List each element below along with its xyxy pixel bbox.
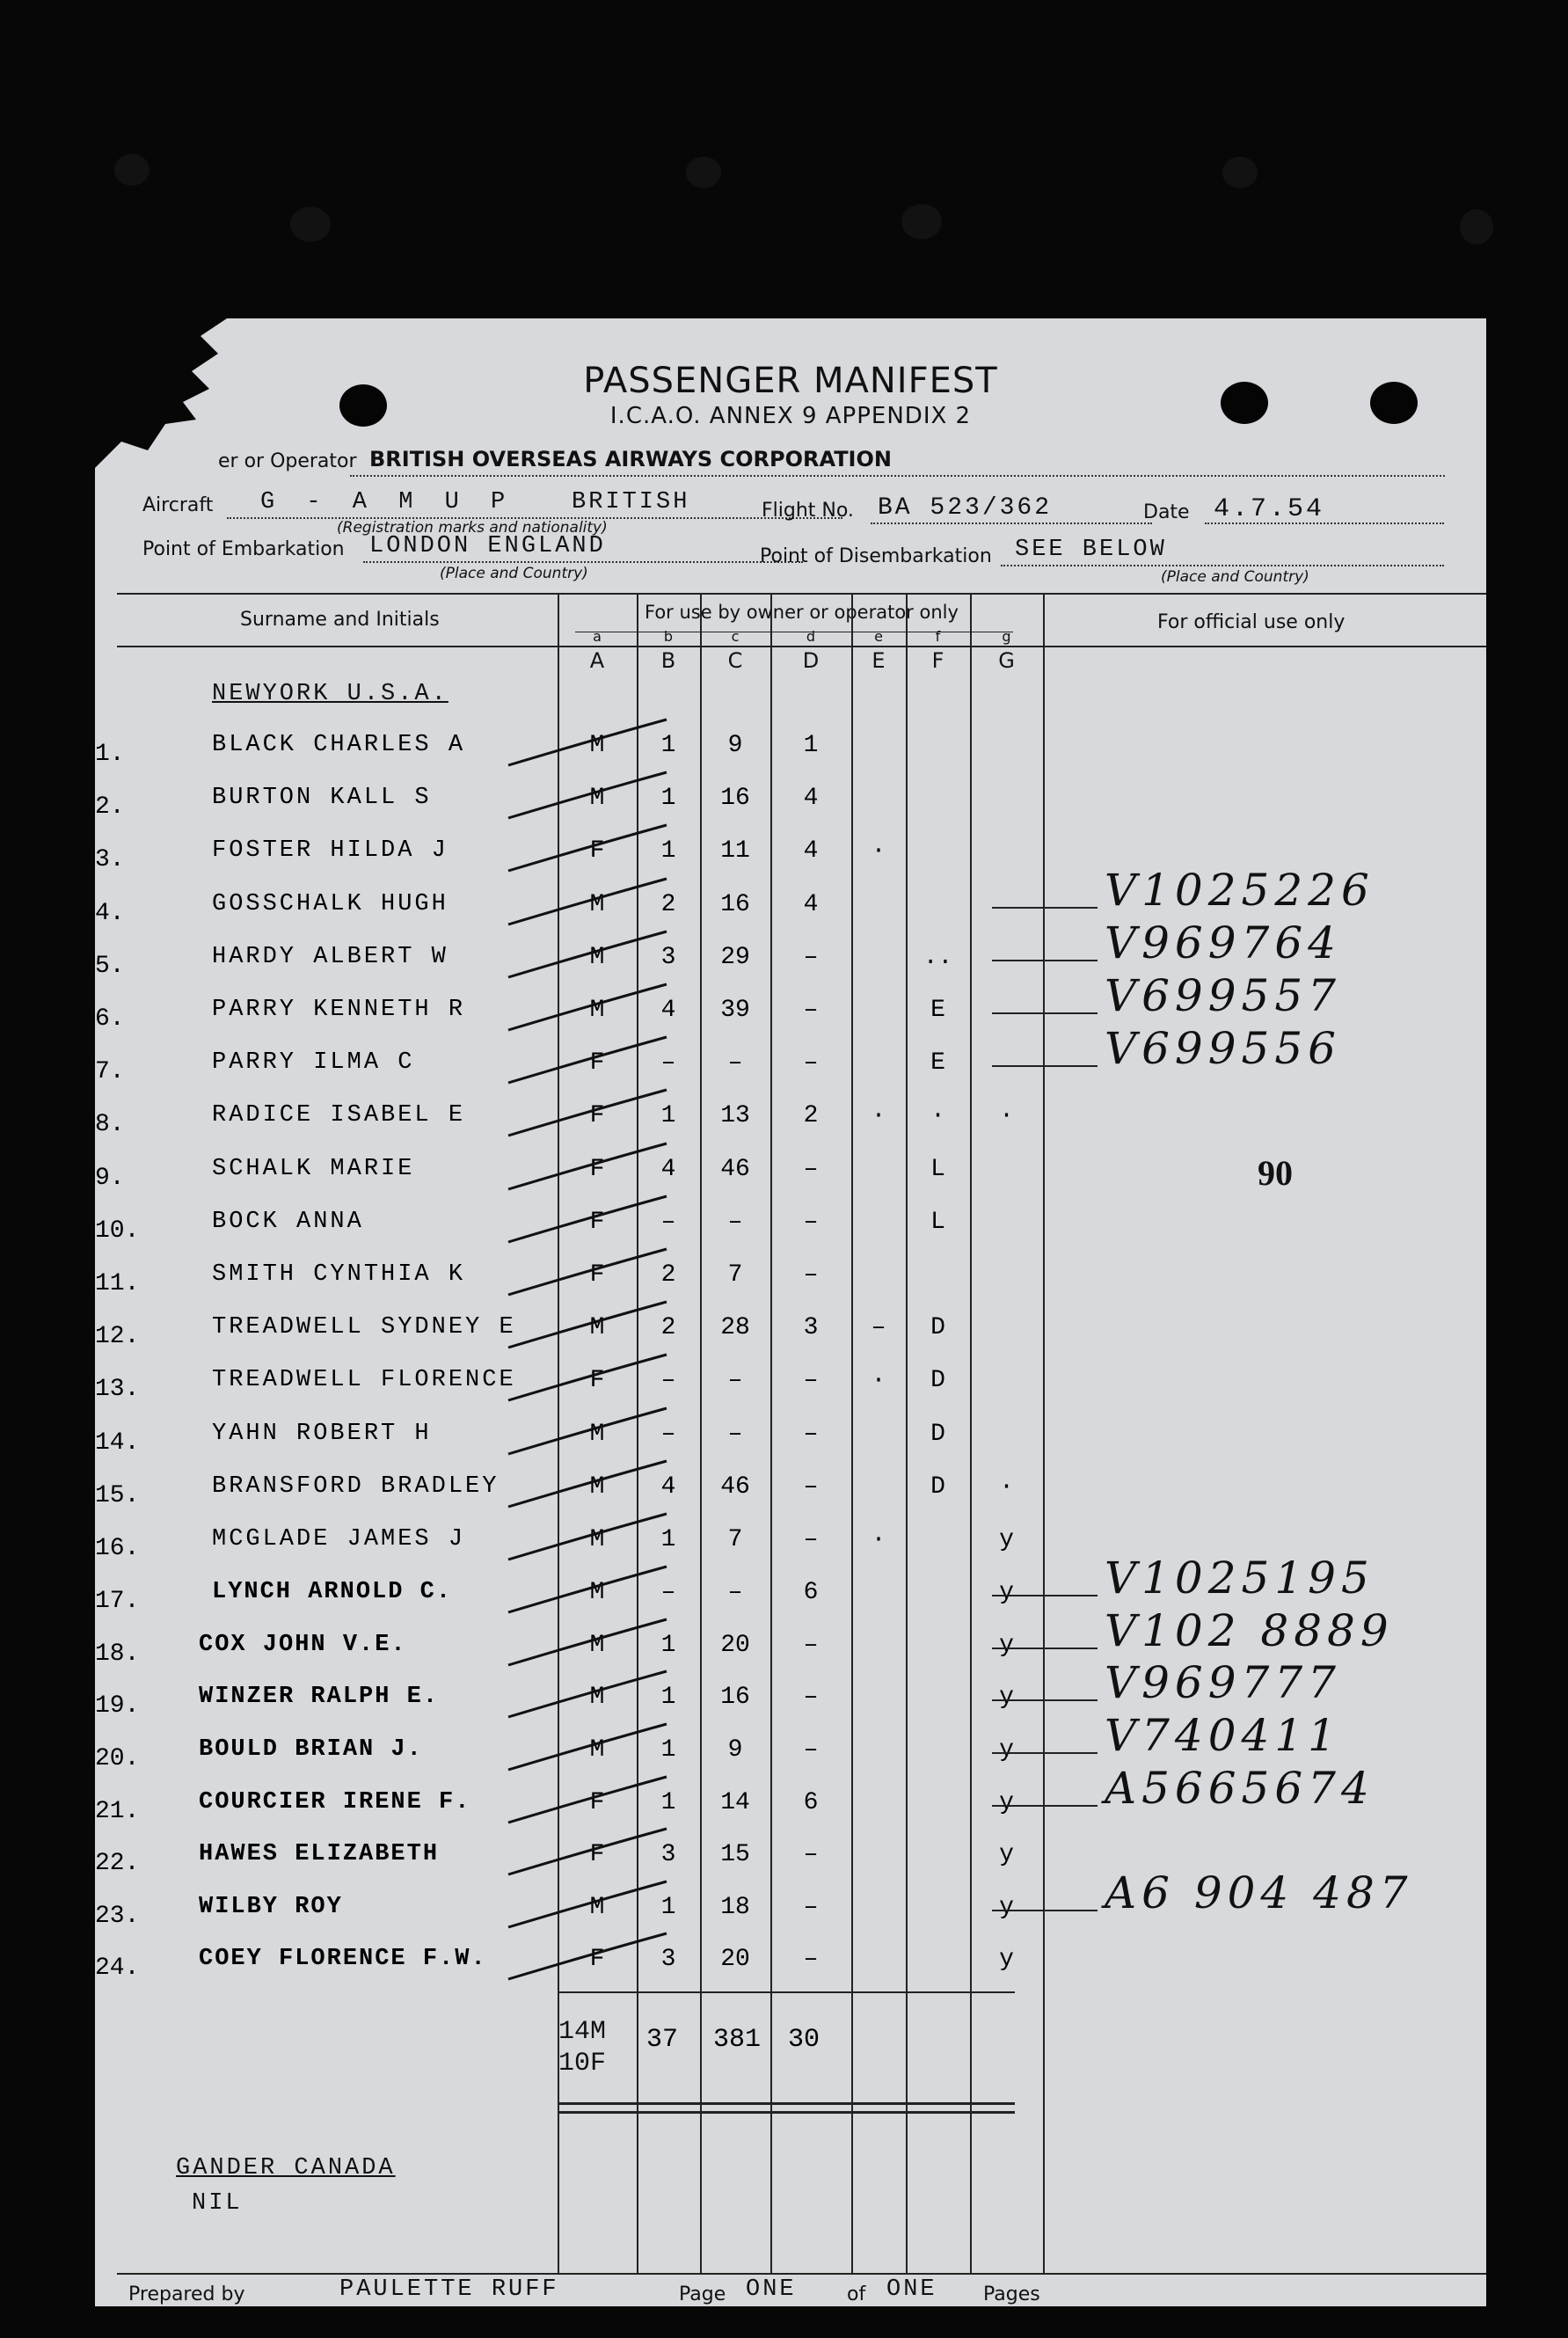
disembarkation-label: Point of Disembarkation xyxy=(760,545,992,567)
passenger-name: BLACK CHARLES A xyxy=(212,732,466,758)
cell-B: 1 xyxy=(660,1788,676,1816)
passenger-name: HARDY ALBERT W xyxy=(212,943,449,970)
cell-A: F xyxy=(589,1208,605,1236)
cell-D: – xyxy=(803,1367,819,1395)
official-leader-line xyxy=(992,1699,1098,1701)
table-row xyxy=(95,1421,1486,1465)
cell-C: 18 xyxy=(720,1893,750,1921)
subcol-letter: g xyxy=(1002,628,1011,645)
official-leader-line xyxy=(992,1012,1098,1014)
passenger-name: GOSSCHALK HUGH xyxy=(212,890,449,917)
row-number: 23. xyxy=(95,1902,140,1930)
row-number: 4. xyxy=(95,899,125,927)
passenger-name: COEY FLORENCE F.W. xyxy=(199,1946,487,1973)
cell-C: 15 xyxy=(720,1841,750,1869)
owner-use-header: For use by owner or operator only xyxy=(645,602,959,623)
section-gander-value: NIL xyxy=(192,2190,243,2217)
cell-F: D xyxy=(930,1367,945,1395)
row-number: 12. xyxy=(95,1323,140,1351)
passenger-name: TREADWELL SYDNEY E xyxy=(212,1314,516,1341)
row-number: 3. xyxy=(95,846,125,874)
cell-C: – xyxy=(727,1579,743,1607)
col-letter: F xyxy=(931,648,944,673)
table-row xyxy=(95,1314,1486,1358)
date-label: Date xyxy=(1143,501,1190,523)
cell-D: – xyxy=(803,1208,819,1236)
cell-G: y xyxy=(999,1579,1014,1607)
cell-B: 1 xyxy=(660,732,676,759)
cell-G: y xyxy=(999,1684,1014,1712)
cell-D: – xyxy=(803,1736,819,1764)
cell-F: E xyxy=(930,997,945,1024)
col-letter: D xyxy=(802,648,820,673)
total-A: 14M 10F xyxy=(558,2017,607,2079)
cell-B: 3 xyxy=(660,943,676,971)
cell-D: – xyxy=(803,1420,819,1448)
manifest-sheet xyxy=(95,318,1486,2306)
passenger-name: FOSTER HILDA J xyxy=(212,837,449,865)
cell-E: – xyxy=(871,1314,886,1342)
passenger-name: LYNCH ARNOLD C. xyxy=(212,1579,453,1606)
backdrop-hole xyxy=(290,207,331,242)
totals-bottom-rule xyxy=(558,2102,1015,2105)
passenger-name: BRANSFORD BRADLEY xyxy=(212,1472,500,1500)
passenger-name: YAHN ROBERT H xyxy=(212,1420,432,1447)
table-row xyxy=(95,1367,1486,1411)
cell-C: 7 xyxy=(727,1261,743,1289)
row-number: 16. xyxy=(95,1535,140,1562)
cell-D: 3 xyxy=(803,1314,819,1342)
passenger-name: RADICE ISABEL E xyxy=(212,1102,466,1129)
footer-rule xyxy=(117,2273,1486,2275)
stamp-number: 90 xyxy=(1258,1153,1293,1193)
cell-D: – xyxy=(803,997,819,1024)
cell-A: F xyxy=(589,1102,605,1130)
row-number: 2. xyxy=(95,793,125,822)
cell-C: – xyxy=(727,1367,743,1395)
backdrop-hole xyxy=(686,157,721,188)
cell-G: y xyxy=(999,1946,1014,1974)
row-number: 22. xyxy=(95,1850,140,1878)
cell-B: 2 xyxy=(660,1261,676,1289)
cell-B: 1 xyxy=(660,1736,676,1764)
owner-value: BRITISH OVERSEAS AIRWAYS CORPORATION xyxy=(369,447,892,471)
cell-B: 3 xyxy=(660,1841,676,1869)
table-row xyxy=(95,1762,1486,1833)
table-header-rule xyxy=(117,646,1486,647)
row-number: 13. xyxy=(95,1376,140,1404)
cell-A: M xyxy=(589,785,605,813)
cell-G: y xyxy=(999,1736,1014,1764)
subcol-letter: b xyxy=(663,628,674,645)
backdrop-hole xyxy=(1222,157,1258,188)
cell-F: D xyxy=(930,1472,945,1501)
passenger-name: SCHALK MARIE xyxy=(212,1155,415,1182)
cell-D: 4 xyxy=(803,890,819,918)
cell-E: · xyxy=(871,1526,886,1553)
subcol-letter: a xyxy=(593,628,602,645)
cell-B: 1 xyxy=(660,1102,676,1130)
cell-F: L xyxy=(930,1155,945,1183)
cell-A: M xyxy=(589,943,605,971)
cell-E: · xyxy=(871,1102,886,1130)
cell-A: M xyxy=(589,890,605,918)
cell-C: 9 xyxy=(727,1736,743,1764)
passenger-name: COX JOHN V.E. xyxy=(199,1631,407,1658)
table-row xyxy=(95,1023,1486,1093)
row-number: 20. xyxy=(95,1745,140,1772)
cell-C: 46 xyxy=(720,1472,750,1501)
official-number: V1025226 xyxy=(1105,864,1375,916)
official-leader-line xyxy=(992,1595,1098,1596)
cell-D: – xyxy=(803,1946,819,1974)
cell-G: y xyxy=(999,1788,1014,1816)
row-number: 9. xyxy=(95,1164,125,1192)
cell-B: 1 xyxy=(660,837,676,866)
passenger-name: COURCIER IRENE F. xyxy=(199,1788,471,1816)
cell-F: E xyxy=(930,1049,945,1078)
cell-B: 3 xyxy=(660,1946,676,1974)
cell-C: 20 xyxy=(720,1631,750,1659)
official-leader-line xyxy=(992,1648,1098,1649)
cell-G: y xyxy=(999,1526,1014,1553)
cell-C: 28 xyxy=(720,1314,750,1342)
cell-F: D xyxy=(930,1420,945,1448)
official-leader-line xyxy=(992,960,1098,961)
cell-D: – xyxy=(803,1893,819,1921)
table-row xyxy=(95,1473,1486,1517)
passenger-name: WINZER RALPH E. xyxy=(199,1684,440,1711)
cell-B: 1 xyxy=(660,785,676,813)
cell-B: 2 xyxy=(660,890,676,918)
aircraft-label: Aircraft xyxy=(142,494,214,516)
row-number: 18. xyxy=(95,1640,140,1668)
totals-bottom-rule-2 xyxy=(558,2111,1015,2114)
table-row xyxy=(95,785,1486,829)
cell-G: · xyxy=(999,1472,1014,1501)
cell-C: 7 xyxy=(727,1526,743,1553)
cell-G: y xyxy=(999,1631,1014,1659)
passenger-name: MCGLADE JAMES J xyxy=(212,1526,466,1553)
cell-C: 14 xyxy=(720,1788,750,1816)
cell-F: .. xyxy=(923,943,953,971)
aircraft-registration: G - A M U P xyxy=(260,489,514,515)
owner-dotted-line xyxy=(350,475,1445,477)
cell-C: – xyxy=(727,1049,743,1078)
row-number: 24. xyxy=(95,1954,140,1983)
official-number: V699557 xyxy=(1105,970,1341,1021)
cell-B: – xyxy=(660,1049,676,1078)
backdrop-hole xyxy=(901,204,942,239)
official-leader-line xyxy=(992,1065,1098,1067)
flight-dotted-line xyxy=(871,522,1152,524)
flight-label: Flight No. xyxy=(762,500,854,522)
cell-A: F xyxy=(589,837,605,866)
date-dotted-line xyxy=(1205,522,1444,524)
passenger-name: PARRY KENNETH R xyxy=(212,997,466,1023)
table-row xyxy=(95,1261,1486,1305)
col-letter: C xyxy=(727,648,743,673)
disembarkation-dotted-line xyxy=(1001,565,1444,566)
cell-A: M xyxy=(589,1314,605,1342)
passenger-name: BURTON KALL S xyxy=(212,785,432,812)
row-number: 5. xyxy=(95,952,125,980)
total-C: 381 xyxy=(712,2025,761,2055)
place-note-right: (Place and Country) xyxy=(1161,568,1309,586)
manifest-subtitle: I.C.A.O. ANNEX 9 APPENDIX 2 xyxy=(609,403,972,429)
col-letter: B xyxy=(660,648,676,673)
section-newyork: NEWYORK U.S.A. xyxy=(212,681,449,707)
official-header: For official use only xyxy=(1157,611,1346,633)
cell-B: 1 xyxy=(660,1893,676,1921)
cell-B: 1 xyxy=(660,1631,676,1659)
cell-G: · xyxy=(999,1102,1014,1130)
table-row xyxy=(95,1946,1486,1990)
backdrop-hole xyxy=(1460,209,1493,245)
section-gander: GANDER CANADA xyxy=(176,2155,396,2181)
cell-D: 6 xyxy=(803,1579,819,1607)
backdrop-hole xyxy=(114,154,150,186)
cell-B: – xyxy=(660,1208,676,1236)
cell-A: F xyxy=(589,1841,605,1869)
total-D: 30 xyxy=(787,2025,820,2055)
of-value: ONE xyxy=(886,2276,937,2303)
cell-C: 11 xyxy=(720,837,750,866)
cell-C: 16 xyxy=(720,785,750,813)
pages-label: Pages xyxy=(983,2283,1040,2305)
subcol-letter: e xyxy=(874,628,883,645)
passenger-name: BOULD BRIAN J. xyxy=(199,1736,423,1763)
table-row xyxy=(95,1102,1486,1146)
date-value: 4.7.54 xyxy=(1214,494,1325,524)
cell-C: 16 xyxy=(720,1684,750,1712)
official-number: V102 8889 xyxy=(1105,1604,1394,1656)
cell-A: M xyxy=(589,1684,605,1712)
cell-D: – xyxy=(803,1049,819,1078)
cell-B: – xyxy=(660,1420,676,1448)
row-number: 11. xyxy=(95,1270,140,1297)
surname-header: Surname and Initials xyxy=(240,609,440,631)
table-top-rule xyxy=(117,593,1486,595)
cell-E: · xyxy=(871,1367,886,1395)
passenger-name: BOCK ANNA xyxy=(212,1208,364,1235)
official-number: V699556 xyxy=(1105,1023,1341,1075)
official-leader-line xyxy=(992,907,1098,909)
cell-A: F xyxy=(589,1788,605,1816)
subcol-letter: f xyxy=(935,628,941,645)
cell-B: 1 xyxy=(660,1684,676,1712)
cell-B: 1 xyxy=(660,1526,676,1553)
cell-C: – xyxy=(727,1208,743,1236)
page-value: ONE xyxy=(746,2276,797,2303)
cell-A: M xyxy=(589,1893,605,1921)
cell-D: – xyxy=(803,1526,819,1553)
cell-A: F xyxy=(589,1261,605,1289)
cell-C: 29 xyxy=(720,943,750,971)
page-label: Page xyxy=(679,2283,726,2305)
disembarkation-value: SEE BELOW xyxy=(1015,537,1167,563)
cell-A: F xyxy=(589,1367,605,1395)
row-number: 19. xyxy=(95,1692,140,1721)
official-leader-line xyxy=(992,1752,1098,1754)
cell-A: F xyxy=(589,1946,605,1974)
official-leader-line xyxy=(992,1805,1098,1807)
passenger-name: SMITH CYNTHIA K xyxy=(212,1261,466,1288)
row-number: 14. xyxy=(95,1428,140,1457)
official-number: V969764 xyxy=(1105,917,1341,968)
cell-F: · xyxy=(930,1102,945,1130)
official-leader-line xyxy=(992,1910,1098,1911)
cell-G: y xyxy=(999,1893,1014,1921)
aircraft-nationality: BRITISH xyxy=(572,489,690,515)
check-stroke xyxy=(508,1926,684,1988)
row-number: 21. xyxy=(95,1797,140,1825)
official-number: V969777 xyxy=(1105,1657,1341,1709)
cell-B: 4 xyxy=(660,1472,676,1501)
cell-B: 4 xyxy=(660,1155,676,1183)
cell-D: – xyxy=(803,1631,819,1659)
cell-D: – xyxy=(803,1684,819,1712)
registration-note: (Registration marks and nationality) xyxy=(337,519,608,537)
cell-D: – xyxy=(803,1155,819,1183)
official-number: A5665674 xyxy=(1105,1762,1375,1814)
flight-value: BA 523/362 xyxy=(878,494,1053,522)
total-B: 37 xyxy=(645,2025,678,2055)
cell-C: 13 xyxy=(720,1102,750,1130)
row-number: 8. xyxy=(95,1111,125,1139)
cell-C: 39 xyxy=(720,997,750,1024)
subcol-letter: d xyxy=(806,628,816,645)
cell-D: 1 xyxy=(803,732,819,759)
cell-A: F xyxy=(589,1049,605,1078)
cell-D: 4 xyxy=(803,785,819,813)
cell-D: – xyxy=(803,1261,819,1289)
cell-D: – xyxy=(803,1841,819,1869)
table-row xyxy=(95,1867,1486,1938)
col-letter: G xyxy=(998,648,1015,673)
cell-D: 2 xyxy=(803,1102,819,1130)
cell-B: – xyxy=(660,1579,676,1607)
totals-top-rule xyxy=(558,1991,1015,1993)
row-number: 1. xyxy=(95,741,125,768)
subcol-letter: c xyxy=(731,628,740,645)
cell-A: F xyxy=(589,1155,605,1183)
passenger-name: HAWES ELIZABETH xyxy=(199,1841,440,1868)
of-label: of xyxy=(847,2283,866,2305)
owner-label: er or Operator xyxy=(218,450,357,472)
passenger-name: WILBY ROY xyxy=(199,1893,343,1920)
cell-A: M xyxy=(589,1631,605,1659)
prepared-label: Prepared by xyxy=(128,2283,245,2305)
cell-D: 4 xyxy=(803,837,819,866)
cell-C: 9 xyxy=(727,732,743,759)
cell-A: M xyxy=(589,1472,605,1501)
col-letter: A xyxy=(589,648,605,673)
cell-C: 16 xyxy=(720,890,750,918)
manifest-title: PASSENGER MANIFEST xyxy=(583,361,998,401)
row-number: 7. xyxy=(95,1058,125,1086)
cell-A: M xyxy=(589,732,605,759)
table-row xyxy=(95,732,1486,776)
official-number: V1025195 xyxy=(1105,1553,1375,1604)
cell-C: 20 xyxy=(720,1946,750,1974)
official-number: V740411 xyxy=(1105,1710,1341,1761)
cell-E: · xyxy=(871,837,886,866)
row-number: 6. xyxy=(95,1005,125,1033)
cell-F: L xyxy=(930,1208,945,1236)
table-row xyxy=(95,1209,1486,1253)
cell-D: – xyxy=(803,1472,819,1501)
cell-G: y xyxy=(999,1841,1014,1869)
cell-A: M xyxy=(589,1736,605,1764)
cell-C: 46 xyxy=(720,1155,750,1183)
passenger-name: PARRY ILMA C xyxy=(212,1049,415,1077)
prepared-value: PAULETTE RUFF xyxy=(339,2276,559,2303)
cell-A: M xyxy=(589,997,605,1024)
cell-D: – xyxy=(803,943,819,971)
embarkation-dotted-line xyxy=(363,561,803,563)
passenger-name: TREADWELL FLORENCE xyxy=(212,1367,516,1394)
cell-C: – xyxy=(727,1420,743,1448)
official-number: A6 904 487 xyxy=(1105,1867,1413,1918)
embarkation-label: Point of Embarkation xyxy=(142,538,345,560)
cell-D: 6 xyxy=(803,1788,819,1816)
col-letter: E xyxy=(872,648,886,673)
cell-B: 2 xyxy=(660,1314,676,1342)
cell-B: 4 xyxy=(660,997,676,1024)
cell-F: D xyxy=(930,1314,945,1342)
cell-B: – xyxy=(660,1367,676,1395)
embarkation-value: LONDON ENGLAND xyxy=(369,533,606,559)
row-number: 15. xyxy=(95,1481,140,1509)
place-note-left: (Place and Country) xyxy=(440,565,588,582)
cell-A: M xyxy=(589,1526,605,1553)
cell-A: M xyxy=(589,1420,605,1448)
cell-A: M xyxy=(589,1579,605,1607)
row-number: 10. xyxy=(95,1216,140,1245)
row-number: 17. xyxy=(95,1588,140,1616)
